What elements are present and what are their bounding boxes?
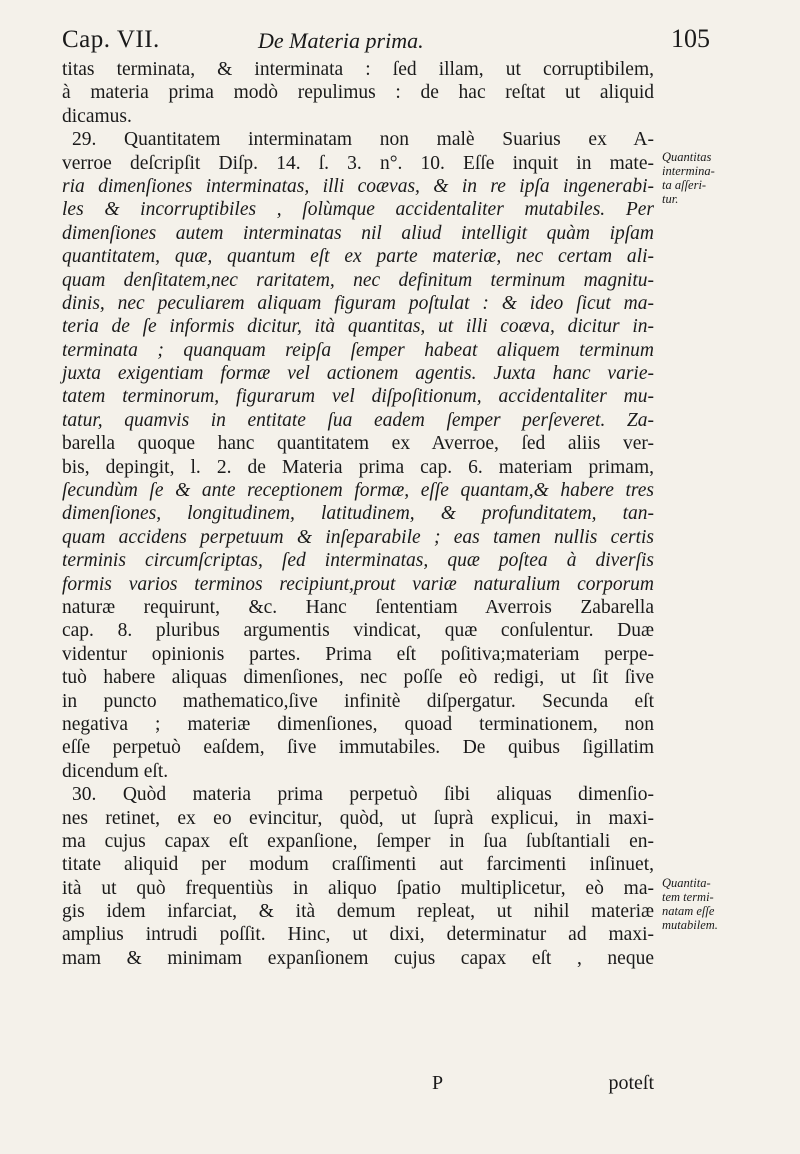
text-line: titas terminata, & interminata : ſed illam, ut corruptibilem,	[62, 59, 654, 80]
text-line: in puncto mathematico,ſive infinitè diſpergatur. Secunda eſt	[62, 690, 654, 712]
margin-note-line: mutabilem.	[662, 918, 718, 932]
running-header	[62, 22, 708, 58]
text-line: naturæ requirunt, &c. Hanc ſententiam Averrois Zabarella	[62, 596, 654, 618]
text-line: dicamus.	[62, 105, 132, 127]
text-line: cap. 8. pluribus argumentis vindicat, quæ conſulentur. Duæ	[62, 620, 654, 642]
text-line: quantitatem, quæ, quantum eſt ex parte materiæ, nec certam ali-	[62, 246, 654, 268]
text-line: juxta exigentiam formæ vel actionem agentis. Juxta hanc varie-	[62, 363, 654, 385]
margin-note-line: natam eſſe	[662, 904, 715, 918]
margin-note-line: intermina-	[662, 164, 715, 178]
catchword: poteſt	[608, 1072, 654, 1094]
text-line: dimenſiones autem interminatas nil aliud intelligit quàm ipſam	[62, 222, 654, 244]
text-line: gis idem infarciat, & ità demum repleat, ut nihil materiæ	[62, 901, 654, 923]
text-line: titate aliquid per modum craſſimenti aut farcimenti inſinuet,	[62, 854, 654, 876]
text-line: tatur, quamvis in entitate ſua eadem ſemper perſeveret. Za-	[62, 409, 654, 431]
margin-note-line: Quantita-	[662, 876, 711, 890]
text-line: ma cujus capax eſt expanſione, ſemper in ſua ſubſtantiali en-	[62, 830, 654, 852]
text-line: à materia prima modò repulimus : de hac reſtat ut aliquid	[62, 82, 654, 104]
text-line: dicendum eſt.	[62, 760, 169, 782]
margin-note-line: ta aſſeri-	[662, 178, 707, 192]
text-line: videntur opinionis partes. Prima eſt poſitiva;materiam perpe-	[62, 643, 654, 665]
text-line: barella quoque hanc quantitatem ex Averroe, ſed aliis ver-	[62, 433, 654, 455]
body-text	[62, 58, 654, 970]
text-line: bis, depingit, l. 2. de Materia prima cap. 6. materiam primam,	[62, 456, 654, 478]
page-number: 105	[671, 24, 710, 53]
text-line: verroe deſcripſit Diſp. 14. ſ. 3. n°. 10. Eſſe inquit in mate-	[62, 152, 654, 174]
text-line: eſſe perpetuò eaſdem, ſive immutabiles. De quibus ſigillatim	[62, 737, 654, 759]
text-line: terminis circumſcriptas, ſed interminatas, quæ poſtea à diverſis	[62, 550, 654, 572]
text-line: ſecundùm ſe & ante receptionem formæ, eſſe quantam,& habere tres	[62, 480, 654, 502]
margin-note-line: tem termi-	[662, 890, 714, 904]
text-line: 29. Quantitatem interminatam non malè Suarius ex A-	[72, 129, 654, 151]
text-line: terminata ; quanquam reipſa ſemper habeat aliquem terminum	[62, 339, 654, 361]
text-line: teria de ſe informis dicitur, ità quantitas, ut illi coæva, dicitur in-	[62, 316, 654, 338]
text-line: nes retinet, ex eo evincitur, quòd, ut ſuprà explicui, in maxi-	[62, 807, 654, 829]
text-line: tatem terminorum, figurarum vel diſpoſitionum, accidentaliter mu-	[62, 386, 654, 408]
text-line: dimenſiones, longitudinem, latitudinem, & profunditatem, tan-	[62, 503, 654, 525]
margin-note-line: Quantitas	[662, 150, 712, 164]
text-line: ria dimenſiones interminatas, illi coævas, & in re ipſa ingenerabi-	[62, 175, 654, 197]
running-title: De Materia prima.	[258, 28, 424, 53]
signature-mark: P	[432, 1072, 444, 1094]
text-line: les & incorruptibiles , ſolùmque accidentaliter mutabiles. Per	[62, 199, 654, 221]
text-line: formis varios terminos recipiunt,prout variæ naturalium corporum	[62, 573, 654, 595]
text-line: negativa ; materiæ dimenſiones, quoad terminationem, non	[62, 713, 654, 735]
text-line: quam accidens perpetuum & inſeparabile ; eas tamen nullis certis	[62, 526, 654, 548]
text-line: dinis, nec peculiarem aliquam figuram poſtulat : & ideo ſicut ma-	[62, 292, 654, 314]
margin-note-quantitas	[662, 150, 780, 206]
chapter-label: Cap. VII.	[62, 26, 160, 53]
text-line: mam & minimam expanſionem cujus capax eſt , neque	[62, 947, 654, 969]
page-footer	[62, 1072, 654, 1096]
text-line: quam denſitatem,nec raritatem, nec definitum terminum magnitu-	[62, 269, 654, 291]
margin-note-quantitatem	[662, 876, 780, 932]
margin-note-line: tur.	[662, 192, 679, 206]
text-line: ità ut quò frequentiùs in aliquo ſpatio multiplicetur, eò ma-	[62, 877, 654, 899]
text-line: 30. Quòd materia prima perpetuò ſibi aliquas dimenſio-	[72, 784, 654, 806]
text-line: amplius intrudi poſſit. Hinc, ut dixi, determinatur ad maxi-	[62, 924, 654, 946]
text-line: tuò habere aliquas dimenſiones, nec poſſe eò redigi, ut ſit ſive	[62, 667, 654, 689]
